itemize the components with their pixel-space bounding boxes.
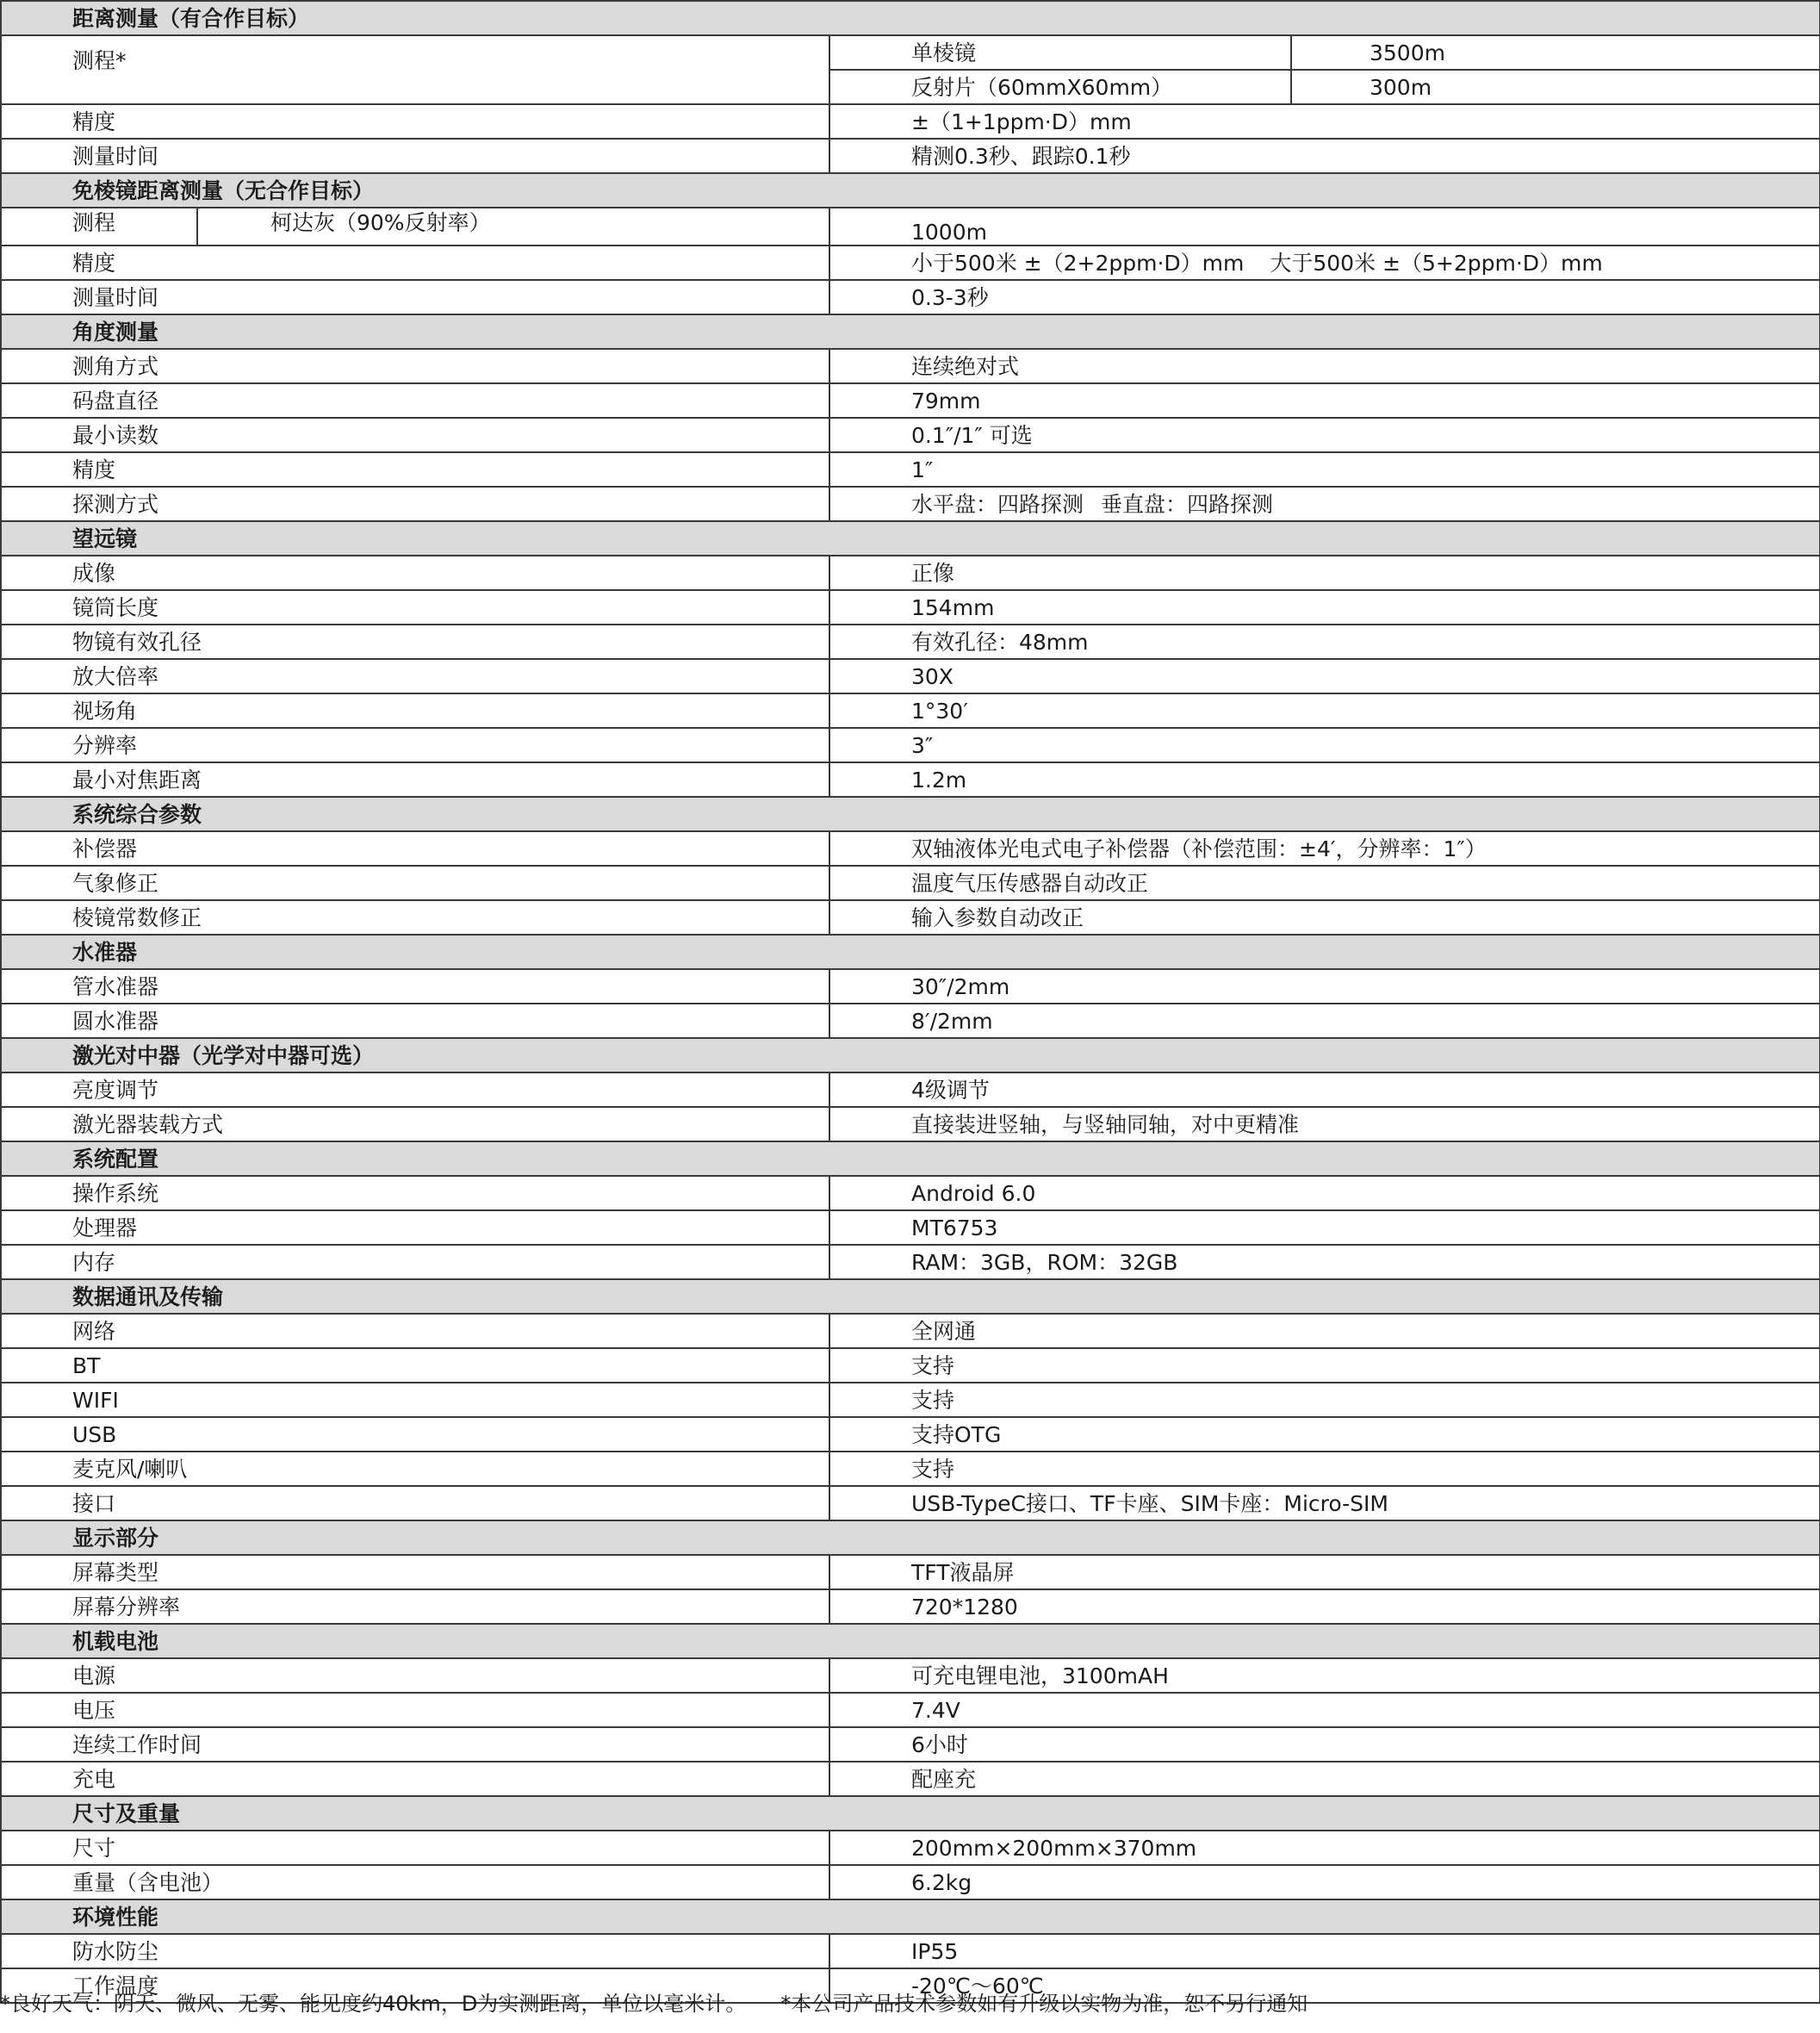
row-value: 直接装进竖轴，与竖轴同轴，对中更精准: [829, 1107, 1820, 1141]
row-label: 气象修正: [1, 866, 829, 900]
table-row: [1, 208, 1820, 246]
table-row: [1, 1314, 1820, 1348]
table-row: [1, 1383, 1820, 1417]
precision-near: 小于500米 ±（2+2ppm·D）mm: [911, 250, 1245, 276]
footnotes: [0, 1986, 1820, 2017]
table-row: [1, 1210, 1820, 1245]
table-row: [1, 728, 1820, 762]
row-label: 物镜有效孔径: [1, 625, 829, 659]
section-title: 系统配置: [1, 1141, 1820, 1176]
row-label: 充电: [1, 1762, 829, 1796]
row-value: 0.3-3秒: [829, 280, 1820, 314]
range-target: 单棱镜: [829, 35, 1291, 70]
table-row: [1, 1727, 1820, 1762]
row-label: 工作温度: [1, 1968, 829, 2003]
row-label: 最小读数: [1, 418, 829, 452]
row-value: 支持OTG: [829, 1417, 1820, 1452]
row-value: Android 6.0: [829, 1176, 1820, 1210]
row-label: 屏幕分辨率: [1, 1589, 829, 1624]
row-label: 码盘直径: [1, 383, 829, 418]
section-title: 显示部分: [1, 1520, 1820, 1555]
table-row: [1, 1658, 1820, 1693]
row-value: 7.4V: [829, 1693, 1820, 1727]
table-row: [1, 1486, 1820, 1520]
section-title: 数据通讯及传输: [1, 1279, 1820, 1314]
row-label: 精度: [1, 104, 829, 139]
row-label: 尺寸: [1, 1831, 829, 1865]
row-label: 精度: [1, 452, 829, 487]
range-target: 反射片（60mmX60mm）: [829, 70, 1291, 104]
row-value: 支持: [829, 1383, 1820, 1417]
table-row: [1, 1865, 1820, 1899]
row-label: 处理器: [1, 1210, 829, 1245]
row-label: USB: [1, 1417, 829, 1452]
row-label: 内存: [1, 1245, 829, 1279]
table-row: [1, 969, 1820, 1004]
row-label: 防水防尘: [1, 1934, 829, 1968]
section-title: 望远镜: [1, 521, 1820, 556]
row-value: 双轴液体光电式电子补偿器（补偿范围：±4′，分辨率：1″）: [829, 831, 1820, 866]
row-value: 6小时: [829, 1727, 1820, 1762]
row-value: 79mm: [829, 383, 1820, 418]
table-row: [1, 1176, 1820, 1210]
row-label: 网络: [1, 1314, 829, 1348]
row-label: 操作系统: [1, 1176, 829, 1210]
row-label: 屏幕类型: [1, 1555, 829, 1589]
table-row: [1, 1107, 1820, 1141]
table-row: [1, 1693, 1820, 1727]
row-label: 电压: [1, 1693, 829, 1727]
row-label: 测量时间: [1, 139, 829, 173]
row-label: 亮度调节: [1, 1072, 829, 1107]
table-row: [1, 139, 1820, 173]
table-row: [1, 452, 1820, 487]
row-label: 连续工作时间: [1, 1727, 829, 1762]
row-value: 支持: [829, 1452, 1820, 1486]
row-label: 重量（含电池）: [1, 1865, 829, 1899]
section-header: [1, 1279, 1820, 1314]
section-header: [1, 1, 1820, 35]
row-label: 圆水准器: [1, 1004, 829, 1038]
row-value: TFT液晶屏: [829, 1555, 1820, 1589]
section-title: 距离测量（有合作目标）: [1, 1, 1820, 35]
table-row: [1, 659, 1820, 693]
table-row: [1, 487, 1820, 521]
section-header: [1, 1141, 1820, 1176]
row-value: 精测0.3秒、跟踪0.1秒: [829, 139, 1820, 173]
range-value: 300m: [1291, 70, 1820, 104]
row-label: 最小对焦距离: [1, 762, 829, 797]
section-title: 免棱镜距离测量（无合作目标）: [1, 173, 1820, 208]
section-header: [1, 1624, 1820, 1658]
range-value: 3500m: [1291, 35, 1820, 70]
section-header: [1, 1038, 1820, 1072]
row-value: 200mm×200mm×370mm: [829, 1831, 1820, 1865]
table-row: [1, 280, 1820, 314]
table-row: [1, 693, 1820, 728]
section-title: 角度测量: [1, 314, 1820, 349]
table-row: [1, 1348, 1820, 1383]
table-row: [1, 1762, 1820, 1796]
row-value: 30X: [829, 659, 1820, 693]
row-label: 测量时间: [1, 280, 829, 314]
row-label: BT: [1, 1348, 829, 1383]
row-label: 测角方式: [1, 349, 829, 383]
row-label: WIFI: [1, 1383, 829, 1417]
row-label: 视场角: [1, 693, 829, 728]
row-label: 精度: [1, 246, 829, 280]
row-value: [829, 246, 1820, 280]
section-title: 尺寸及重量: [1, 1796, 1820, 1831]
section-title: 机载电池: [1, 1624, 1820, 1658]
row-label: 测程: [1, 208, 197, 246]
table-row: [1, 556, 1820, 590]
row-value: 1000m: [829, 208, 1820, 246]
row-value: 全网通: [829, 1314, 1820, 1348]
row-value: 720*1280: [829, 1589, 1820, 1624]
table-row: [1, 625, 1820, 659]
row-value: ±（1+1ppm·D）mm: [829, 104, 1820, 139]
row-value: [829, 487, 1820, 521]
table-row: [1, 35, 1820, 70]
table-row: [1, 866, 1820, 900]
section-title: 激光对中器（光学对中器可选）: [1, 1038, 1820, 1072]
section-header: [1, 1899, 1820, 1934]
row-value: 1°30′: [829, 693, 1820, 728]
table-row: [1, 349, 1820, 383]
table-row: [1, 1555, 1820, 1589]
section-title: 水准器: [1, 935, 1820, 969]
table-row: [1, 1589, 1820, 1624]
detect-vertical: 垂直盘：四路探测: [1101, 491, 1274, 517]
row-value: 6.2kg: [829, 1865, 1820, 1899]
row-label: 管水准器: [1, 969, 829, 1004]
row-value: 8′/2mm: [829, 1004, 1820, 1038]
row-label: 探测方式: [1, 487, 829, 521]
row-label: 接口: [1, 1486, 829, 1520]
row-value: 可充电锂电池，3100mAH: [829, 1658, 1820, 1693]
row-value: 1″: [829, 452, 1820, 487]
table-row: [1, 246, 1820, 280]
row-value: 154mm: [829, 590, 1820, 625]
footnote-weather: *良好天气：阴天、微风、无雾、能见度约40km，D为实测距离，单位以毫米计。: [0, 1992, 747, 2016]
row-value: -20℃～60℃: [829, 1968, 1820, 2003]
table-row: [1, 104, 1820, 139]
table-row: [1, 900, 1820, 935]
row-value: 温度气压传感器自动改正: [829, 866, 1820, 900]
precision-far: 大于500米 ±（5+2ppm·D）mm: [1270, 250, 1603, 276]
section-header: [1, 1796, 1820, 1831]
section-title: 系统综合参数: [1, 797, 1820, 831]
table-row: [1, 1831, 1820, 1865]
row-value: 支持: [829, 1348, 1820, 1383]
section-header: [1, 1520, 1820, 1555]
row-label: 镜筒长度: [1, 590, 829, 625]
table-row: [1, 1934, 1820, 1968]
row-value: 0.1″/1″ 可选: [829, 418, 1820, 452]
table-row: [1, 590, 1820, 625]
row-value: 配座充: [829, 1762, 1820, 1796]
table-row: [1, 1452, 1820, 1486]
row-value: MT6753: [829, 1210, 1820, 1245]
section-header: [1, 314, 1820, 349]
section-header: [1, 935, 1820, 969]
row-label: 补偿器: [1, 831, 829, 866]
row-value: 4级调节: [829, 1072, 1820, 1107]
row-value: USB-TypeC接口、TF卡座、SIM卡座：Micro-SIM: [829, 1486, 1820, 1520]
table-row: [1, 1004, 1820, 1038]
row-label: 电源: [1, 1658, 829, 1693]
row-value: RAM：3GB，ROM：32GB: [829, 1245, 1820, 1279]
row-value: 30″/2mm: [829, 969, 1820, 1004]
section-header: [1, 173, 1820, 208]
row-value: 连续绝对式: [829, 349, 1820, 383]
section-title: 环境性能: [1, 1899, 1820, 1934]
table-row: [1, 383, 1820, 418]
row-label: 放大倍率: [1, 659, 829, 693]
section-header: [1, 797, 1820, 831]
row-label: 测程*: [1, 35, 829, 104]
detect-horizontal: 水平盘：四路探测: [911, 491, 1084, 517]
row-label: 麦克风/喇叭: [1, 1452, 829, 1486]
table-row: [1, 1245, 1820, 1279]
row-value: 正像: [829, 556, 1820, 590]
section-header: [1, 521, 1820, 556]
row-label: 分辨率: [1, 728, 829, 762]
table-row: [1, 762, 1820, 797]
row-label: 棱镜常数修正: [1, 900, 829, 935]
row-value: IP55: [829, 1934, 1820, 1968]
footnote-disclaimer: *本公司产品技术参数如有升级以实物为准，恕不另行通知: [780, 1992, 1308, 2016]
range-condition: 柯达灰（90%反射率）: [197, 208, 829, 246]
table-row: [1, 1417, 1820, 1452]
row-label: 成像: [1, 556, 829, 590]
table-row: [1, 1072, 1820, 1107]
row-value: 3″: [829, 728, 1820, 762]
row-value: 1.2m: [829, 762, 1820, 797]
row-value: 输入参数自动改正: [829, 900, 1820, 935]
table-row: [1, 418, 1820, 452]
row-value: 有效孔径：48mm: [829, 625, 1820, 659]
row-label: 激光器装载方式: [1, 1107, 829, 1141]
table-row: [1, 831, 1820, 866]
